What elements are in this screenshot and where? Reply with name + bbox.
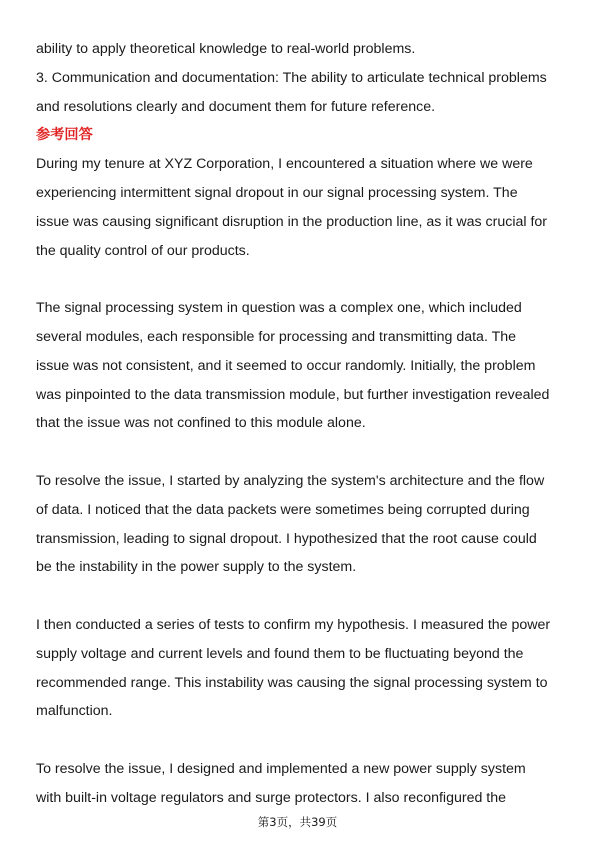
text-line: transmission, leading to signal dropout. I hypothesized that the root cause could (36, 530, 537, 547)
text-line: that the issue was not confined to this module alone. (36, 415, 366, 432)
text-line: be the instability in the power supply to the system. (36, 559, 357, 576)
text-line: To resolve the issue, I started by analyzing the system's architecture and the flow (36, 472, 545, 489)
text-line: issue was not consistent, and it seemed to occur randomly. Initially, the problem (36, 357, 536, 374)
paragraph-gap (36, 265, 561, 294)
paragraph-gap (36, 582, 561, 611)
text-line: 3. Communication and documentation: The ability to articulate technical problems (36, 69, 547, 86)
paragraph-5 (36, 755, 561, 813)
paragraph-gap (36, 438, 561, 467)
text-line: issue was causing significant disruption in the production line, as it was crucial for (36, 213, 548, 230)
text-line: To resolve the issue, I designed and implemented a new power supply system (36, 760, 526, 777)
text-line: ability to apply theoretical knowledge to real-world problems. (36, 41, 416, 57)
text-line: malfunction. (36, 703, 113, 720)
text-line: The signal processing system in question was a complex one, which included (36, 300, 522, 317)
text-line: with built-in voltage regulators and surge protectors. I also reconfigured the (36, 789, 507, 806)
page-number-footer: 第3页，共39页 (257, 815, 338, 829)
text-line: and resolutions clearly and document them for future reference. (36, 98, 436, 115)
paragraph-1 (36, 150, 561, 265)
paragraph-4 (36, 611, 561, 726)
text-line: of data. I noticed that the data packets were sometimes being corrupted during (36, 501, 530, 518)
intro-block (36, 35, 561, 121)
document-body (36, 35, 561, 813)
reference-answer-heading: 参考回答 (36, 127, 93, 144)
text-line: was pinpointed to the data transmission module, but further investigation revealed (36, 386, 550, 403)
paragraph-gap (36, 726, 561, 755)
text-line: the quality control of our products. (36, 242, 250, 259)
text-line: recommended range. This instability was causing the signal processing system to (36, 674, 548, 691)
text-line: experiencing intermittent signal dropout in our signal processing system. The (36, 184, 518, 201)
paragraph-3 (36, 467, 561, 582)
text-line: several modules, each responsible for processing and transmitting data. The (36, 328, 517, 345)
text-line: During my tenure at XYZ Corporation, I encountered a situation where we were (36, 156, 533, 173)
text-line: supply voltage and current levels and found them to be fluctuating beyond the (36, 645, 524, 662)
text-line: I then conducted a series of tests to confirm my hypothesis. I measured the power (36, 616, 551, 633)
paragraph-2 (36, 294, 561, 438)
